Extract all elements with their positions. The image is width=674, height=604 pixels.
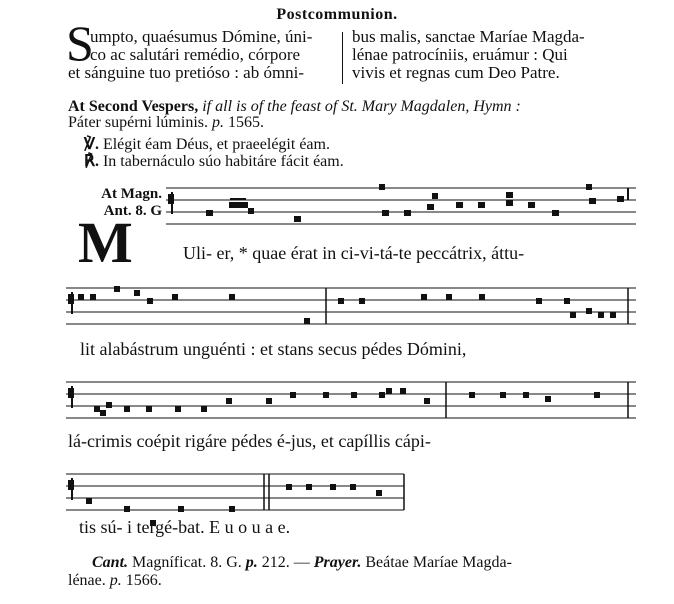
prayer-text-continued: lénae.	[68, 572, 106, 589]
drop-cap-initial: S	[66, 15, 94, 71]
text-line: bus malis, sanctae Maríae Magda-	[352, 27, 585, 46]
prayer-text: Beátae Maríae Magda-	[365, 554, 512, 571]
vespers-rubric	[68, 98, 521, 115]
text-line: vivis et regnas cum Deo Patre.	[352, 63, 560, 82]
page-label: p.	[211, 114, 224, 131]
lyric-line-2: lit alabástrum unguénti : et stans secus pédes Dómini,	[80, 339, 467, 359]
response-symbol: ℟.	[84, 153, 99, 170]
page-number: 212. —	[261, 554, 310, 571]
antiphon-mode: Ant. 8. G	[103, 203, 162, 219]
versicle-text: Elégit éam Déus, et praeelégit éam.	[102, 136, 330, 153]
chant-staff-3	[0, 378, 674, 424]
hymn-title: Páter supérni lúminis.	[68, 114, 208, 131]
footer-rubric	[92, 553, 512, 572]
antiphon-initial: M	[78, 210, 133, 275]
page-number: 1565.	[227, 114, 264, 131]
canticle-label: Cant.	[92, 554, 129, 571]
page-label: p.	[109, 572, 122, 589]
postcommunion-right-column	[352, 28, 634, 82]
column-divider	[342, 32, 343, 84]
page-number: 1566.	[125, 572, 162, 589]
lyric-line-4: tis sú- i tergé-bat. E u o u a e.	[79, 517, 291, 537]
text-line: co ac salutári remédio, córpore	[90, 45, 301, 64]
text-line: umpto, quaésumus Dómine, úni-	[90, 27, 313, 46]
hymn-reference	[68, 114, 264, 132]
section-heading: Postcommunion.	[276, 6, 398, 23]
vespers-note: if all is of the feast of St. Mary Magdalen, Hymn :	[202, 98, 521, 115]
response-text: In tabernáculo súo habitáre fácit éam.	[102, 153, 344, 170]
versicle-symbol: ℣.	[84, 136, 99, 153]
text-line: lénae patrocíniis, eruámur : Qui	[352, 45, 568, 64]
prayer-label: Prayer.	[313, 554, 362, 571]
antiphon-label: At Magn.	[101, 186, 162, 202]
lyric-line-3: lá-crimis coépit rigáre pédes é-jus, et capíllis cápi-	[68, 431, 431, 451]
chant-staff-2	[0, 284, 674, 334]
lyric-line-1: Uli- er, * quae érat in ci-vi-tá-te peccátrix, áttu-	[183, 243, 525, 263]
canticle-text: Magníficat. 8. G.	[132, 554, 242, 571]
text-line: et sánguine tuo pretióso : ab ómni-	[68, 63, 305, 82]
postcommunion-left-column	[68, 28, 336, 82]
response	[84, 151, 344, 171]
footer-rubric-line-2	[68, 572, 162, 590]
page-label: p.	[245, 554, 258, 571]
chant-staff-1	[0, 184, 674, 234]
vespers-title: At Second Vespers,	[68, 98, 199, 115]
